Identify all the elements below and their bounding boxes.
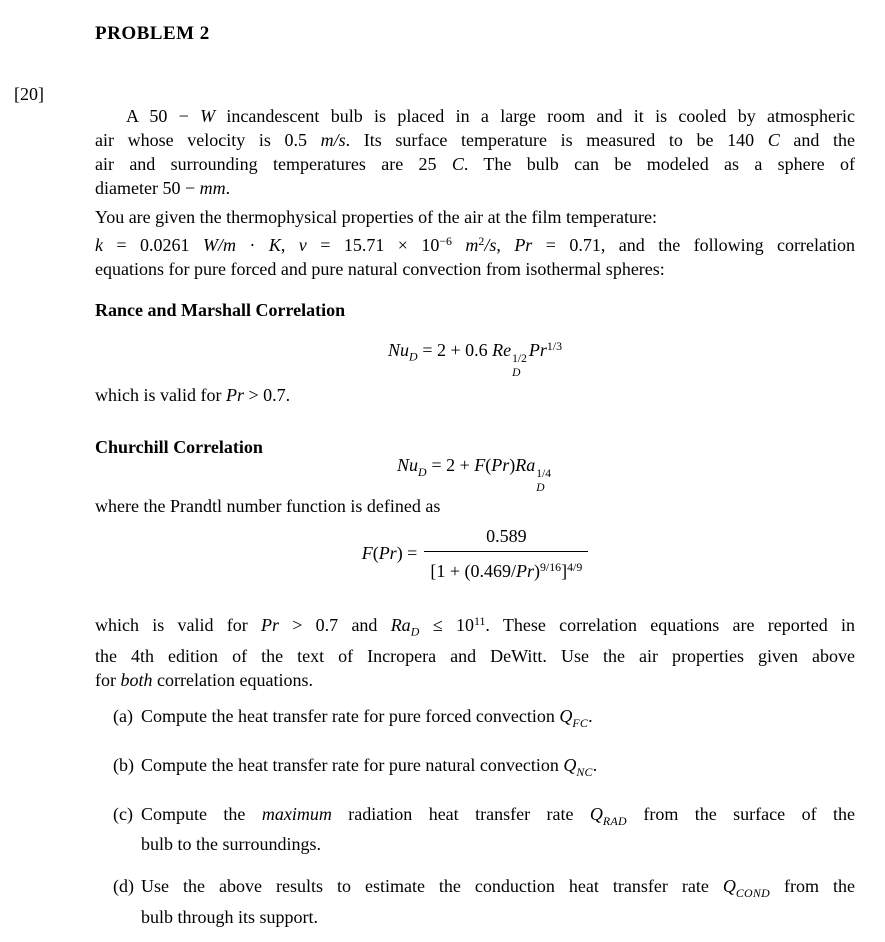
question-line: Compute the maximum radiation heat transfer rate $Q_{RAD}$ from the surface of the (141, 803, 855, 828)
question-line: bulb to the surroundings. (141, 834, 321, 855)
validity-churchill-line: which is valid for Pr > 0.7 and $Ra_D \le 10^{11}$. These correlation equations are reported in (95, 614, 856, 639)
question-text (141, 802, 855, 857)
validity-churchill-line: the 4th edition of the text of Incropera and DeWitt. Use the air properties given above (95, 645, 855, 666)
section-heading-rance-marshall: Rance and Marshall Correlation (95, 300, 346, 320)
question-text (141, 753, 855, 784)
intro-paragraph-1-line: diameter 50 − mm. (95, 178, 231, 198)
prandtl-function-lhs: F(Pr) = (361, 543, 418, 564)
question-label: (c) (113, 803, 133, 824)
intro-paragraph-1-line: A 50 − W incandescent bulb is placed in a large room and it is cooled by atmospheric (126, 106, 855, 126)
question-item-a (95, 704, 855, 735)
points-badge: [20] (14, 84, 44, 104)
question-line: Compute the heat transfer rate for pure forced convection $Q_{FC}$. (141, 706, 593, 730)
question-label: (d) (113, 876, 134, 897)
question-item-c (95, 802, 855, 857)
validity-note-churchill (95, 609, 855, 692)
equation-churchill: $Nu_D = 2 + F(Pr)Ra$ 1/4 D (397, 455, 551, 494)
validity-churchill-line: for both correlation equations. (95, 669, 313, 690)
prandtl-function-intro: where the Prandtl number function is defined as (95, 496, 441, 516)
question-item-d (95, 874, 855, 929)
properties-line: You are given the thermophysical properties of the air at the film temperature: (95, 207, 657, 227)
fraction-denominator: $[1 + (0.469/Pr)^{9/16}]^{4/9}$ (424, 551, 588, 583)
equation-prandtl-function (95, 524, 855, 583)
properties-line: k = 0.0261 W/m · K, $\nu = 15.71 \times 10^{-6}$ $m^2/s$, Pr = 0.71, and the following correlation (95, 234, 856, 255)
intro-section (95, 104, 855, 281)
question-item-b (95, 753, 855, 784)
question-label: (a) (113, 706, 133, 726)
question-line: Compute the heat transfer rate for pure natural convection $Q_{NC}$. (141, 754, 598, 779)
validity-note-rance: which is valid for Pr > 0.7. (95, 385, 291, 405)
fraction-numerator: 0.589 (486, 526, 527, 546)
question-text (141, 704, 855, 735)
section-heading-churchill: Churchill Correlation (95, 437, 263, 457)
problem-title: PROBLEM 2 (95, 23, 210, 44)
question-label: (b) (113, 754, 134, 775)
question-text (141, 874, 855, 929)
question-list (95, 704, 855, 942)
properties-paragraph (95, 205, 855, 281)
question-line: bulb through its support. (141, 907, 319, 927)
properties-line: equations for pure forced and pure natural convection from isothermal spheres: (95, 258, 665, 279)
question-line: Use the above results to estimate the conduction heat transfer rate $Q_{COND}$ from the (141, 876, 855, 900)
prandtl-function-fraction (424, 524, 588, 583)
intro-paragraph-1-line: air and surrounding temperatures are 25 C. The bulb can be modeled as a sphere of (95, 154, 855, 174)
equation-rance-marshall: $Nu_D = 2 + 0.6$ Re 1/2 D $Pr^{1/3}$ (387, 339, 563, 379)
intro-paragraph-1-line: air whose velocity is 0.5 m/s. Its surface temperature is measured to be 140 C and the (95, 130, 855, 150)
